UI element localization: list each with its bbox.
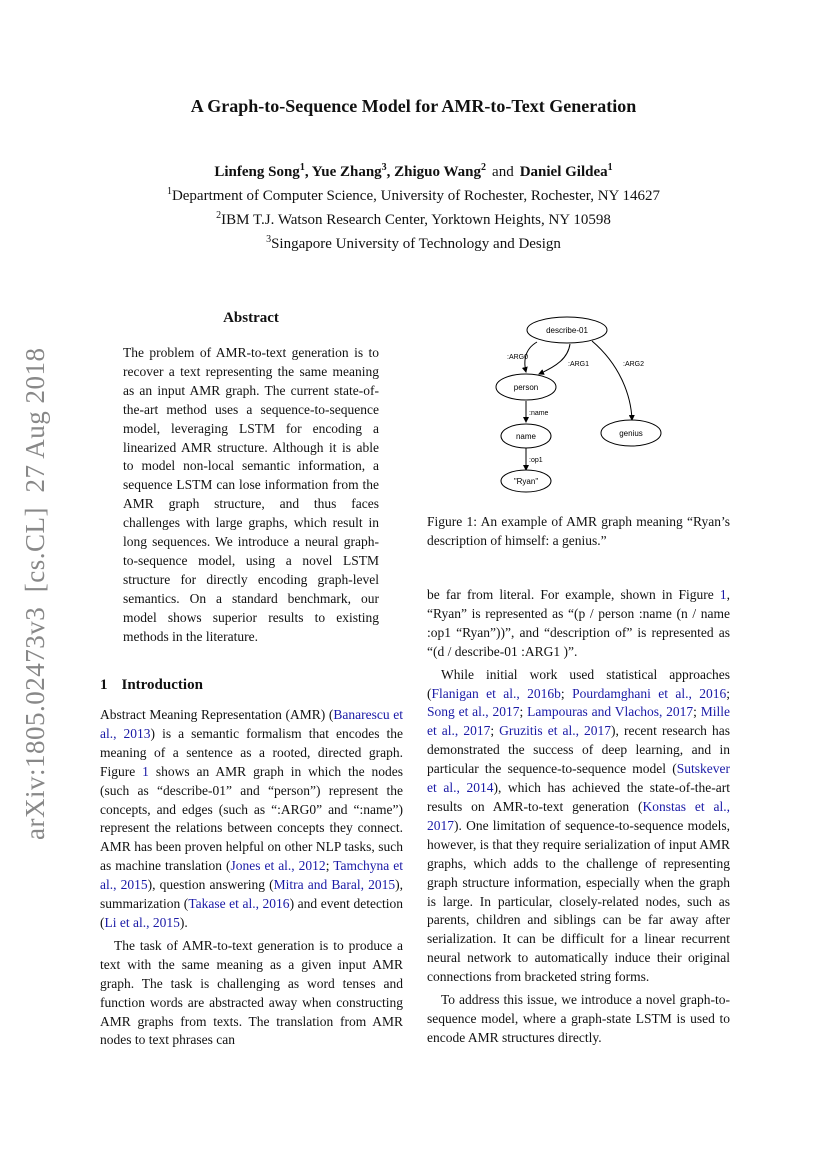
paragraph (427, 666, 730, 987)
citation-link[interactable]: 1 (142, 763, 149, 779)
text-run: be far from literal. For example, shown in Figure (427, 587, 720, 602)
text-run: The task of AMR-to-text generation is to produce a text with the same meaning as a given input AMR graph. The task is challenging as word tenses and function words are abstracted away when constructing AMR graphs from texts. The translation from AMR nodes to text phrases can (100, 937, 403, 1048)
citation-link[interactable]: Takase et al., 2016 (188, 896, 290, 912)
affiliation-sup: 3 (266, 234, 272, 245)
node-label: "Ryan" (513, 477, 539, 486)
text-run: To address this issue, we introduce a novel graph-to-sequence model, where a graph-state LSTM is used to encode AMR structures directly. (427, 992, 730, 1045)
node-label: person (513, 383, 539, 392)
figure-caption: Figure 1: An example of AMR graph meaning “Ryan’s description of himself: a genius.” (427, 514, 730, 548)
paragraph (100, 937, 403, 1050)
author-and: and (492, 164, 514, 180)
affiliation-text: Department of Computer Science, University of Rochester, Rochester, NY 14627 (171, 188, 661, 204)
abstract-heading: Abstract (223, 310, 279, 326)
edge-label: :ARG0 (507, 354, 529, 361)
author-name: Daniel Gildea (519, 164, 608, 180)
node-label: genius (619, 429, 643, 438)
abstract-text: The problem of AMR-to-text generation is to recover a text representing the same meaning as an input AMR graph. The current state-of-the-art method uses a sequence-to-sequence model, leveraging LSTM for encoding a linearized AMR structure. Although it is able to model non-local semantic information, a sequence LSTM can lose information from the AMR graph structure, and thus faces challenges with large graphs, which result in long sequences. We introduce a neural graph-to-sequence model, using a novel LSTM structure for directly encoding graph-level semantics. On a standard benchmark, our model shows superior results to existing methods in the literature. (123, 345, 379, 644)
text-run: ; (325, 858, 334, 874)
amr-graph (427, 314, 730, 504)
citation-link[interactable]: 1 (719, 587, 727, 602)
affiliation (0, 182, 827, 206)
citation-link[interactable]: Lampouras and Vlachos, 2017 (527, 704, 694, 720)
amr-graph-figure (427, 314, 730, 504)
text-run: ; (560, 685, 573, 701)
paragraph (427, 991, 730, 1048)
text-run: ), recent research has demonstrated the success of deep learning, and in particular the sequence-to-sequence model ( (427, 723, 730, 777)
citation-link[interactable]: Tamchyna et al., 2015 (100, 858, 403, 893)
edge-arg2 (592, 341, 632, 420)
text-run: ), summarization ( (100, 877, 403, 912)
citation-link[interactable]: Mitra and Baral, 2015 (273, 877, 396, 893)
text-run: ). (179, 914, 188, 930)
text-run: ; (490, 723, 500, 739)
node-label: name (515, 432, 537, 441)
author-sup: 1 (607, 162, 613, 173)
text-run: ; (519, 704, 528, 720)
paragraph (427, 586, 730, 662)
arxiv-stamp: arXiv:1805.02473v3 [cs.CL] 27 Aug 2018 (20, 347, 50, 840)
author-names (0, 158, 827, 182)
text-run: ) and event detection ( (100, 896, 403, 930)
citation-link[interactable]: Banarescu et al., 2013 (100, 707, 403, 741)
author-name: Yue Zhang (311, 164, 382, 180)
right-column-body (427, 586, 730, 1052)
edge-label: :op1 (529, 457, 543, 464)
citation-link[interactable]: Sutskever et al., 2014 (427, 761, 730, 796)
affiliation (0, 206, 827, 230)
author-name: Zhiguo Wang (394, 164, 482, 180)
affiliation-text: Singapore University of Technology and Design (271, 236, 561, 252)
author-sup: 1 (299, 162, 305, 173)
paper-title: A Graph-to-Sequence Model for AMR-to-Text Generation (190, 96, 637, 116)
text-run: shows an AMR graph in which the nodes (such as “describe-01” and “person”) represent the concepts, and edges (such as “:ARG0” and “:name”) represent the relations between concepts they connect. AMR has been proven helpful on other NLP tasks, such as machine translation ( (100, 763, 403, 874)
left-column-body (100, 706, 403, 1054)
text-run: While initial work used statistical approaches ( (427, 666, 730, 701)
text-run: ) is a semantic formalism that encodes the meaning of a sentence as a rooted, directed graph. Figure (100, 725, 403, 779)
node-label: describe-01 (546, 326, 588, 335)
affiliation-text: IBM T.J. Watson Research Center, Yorktown Heights, NY 10598 (221, 212, 611, 228)
edge-label: :ARG2 (623, 361, 645, 368)
affiliation-sup: 1 (166, 186, 172, 197)
section-heading (100, 677, 203, 694)
author-block (0, 158, 827, 254)
edge-label: :ARG1 (568, 361, 590, 368)
paragraph (100, 706, 403, 933)
citation-link[interactable]: Pourdamghani et al., 2016 (572, 685, 727, 701)
edge-label: :name (529, 410, 549, 417)
section-number: 1 (100, 677, 108, 693)
citation-link[interactable]: Gruzitis et al., 2017 (499, 723, 612, 739)
author-sep: , (386, 164, 395, 180)
text-run: ; (726, 685, 730, 701)
author-sup: 2 (481, 162, 487, 173)
affiliation-sup: 2 (216, 210, 222, 221)
text-run: , “Ryan” is represented as “(p / person :name (n / name :op1 “Ryan”))”, and “description of” is represented as “(d / describe-01 :ARG1 )”. (427, 587, 730, 659)
author-name: Linfeng Song (214, 164, 300, 180)
text-run: ), which has achieved the state-of-the-art results on AMR-to-text generation ( (427, 780, 730, 814)
citation-link[interactable]: Song et al., 2017 (427, 704, 520, 720)
citation-link[interactable]: Flanigan et al., 2016b (431, 685, 561, 701)
text-run: Abstract Meaning Representation (AMR) ( (100, 707, 334, 722)
citation-link[interactable]: Li et al., 2015 (104, 914, 180, 930)
text-run: ). One limitation of sequence-to-sequence models, however, is that they require serialization of input AMR graphs, which adds to the challenge of representing graph structure information, especially when the graph is large. In particular, closely-related nodes, such as parents, children and siblings can be far away after serialization. It can be difficult for a linear recurrent neural network to automatically induce their original connections from bracketed string forms. (427, 817, 730, 985)
author-sup: 3 (381, 162, 387, 173)
section-title: Introduction (121, 677, 203, 693)
edge-arg1 (539, 344, 570, 374)
text-run: ), question answering ( (147, 877, 274, 893)
affiliation (0, 230, 827, 254)
text-run: ; (693, 704, 701, 720)
citation-link[interactable]: Mille et al., 2017 (427, 704, 730, 739)
citation-link[interactable]: Konstas et al., 2017 (427, 798, 730, 833)
author-sep: , (304, 164, 312, 180)
citation-link[interactable]: Jones et al., 2012 (230, 858, 326, 874)
